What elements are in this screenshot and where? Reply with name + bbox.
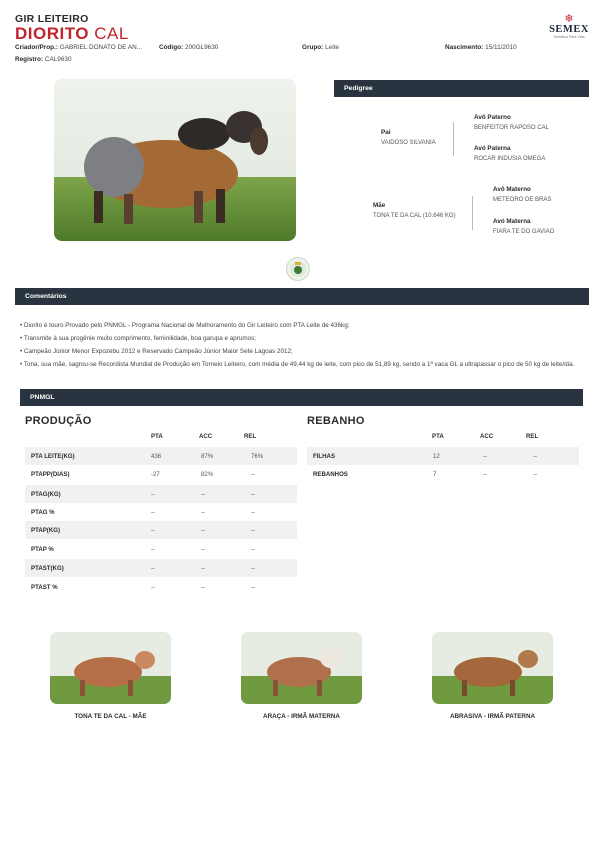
maple-leaf-icon: ❄ [564, 13, 574, 25]
mother-photo [50, 632, 171, 704]
table-row: PTAST(KG) -- -- -- [25, 559, 297, 577]
list-item: • Diorito é touro Provado pelo PNMGL - Programa Nacional de Melhoramento do Gir Leiteiro com PTA Leite de 436kg; [20, 322, 350, 329]
column-header: REL [526, 433, 539, 440]
mother-caption: TONA TE DA CAL - MÃE [74, 713, 147, 720]
semex-logo: ❄ SEMEX Genética Para Vida [547, 14, 591, 39]
rebanho-title: REBANHO [307, 415, 365, 427]
pedigree-paternal-granddam: Avó Paterna ROCAR INDUSIA OMEGA [474, 145, 546, 162]
table-row: PTAST % -- -- -- [31, 584, 256, 591]
table-row: PTAG(KG) -- -- -- [25, 485, 297, 503]
certification-seal-icon [286, 257, 310, 281]
name-bold: DIORITO [15, 24, 90, 43]
column-header: ACC [480, 433, 494, 440]
pedigree-divider [472, 196, 473, 230]
table-row: FILHAS 12 -- -- [307, 447, 579, 465]
maternal-sister-caption: ARAÇA - IRMÃ MATERNA [263, 713, 340, 720]
pedigree-dam: Mãe TONA TE DA CAL (10.646 KG) [373, 202, 456, 219]
list-item: • Tona, sua mãe, sagrou-se Recordista Mundial de Produção em Torneio Leiteiro, com média de 49,44 kg de leite, com pico de 51,89 kg, sendo a 1ª vaca GL a ultrapassar o pico de 50 kg de leite/dia. [20, 361, 575, 369]
column-header: REL [244, 433, 257, 440]
pedigree-paternal-grandsire: Avô Paterno BENFEITOR RAPOSO CAL [474, 114, 549, 131]
pedigree-maternal-granddam: Avó Materna FIARA TE DO GAVIAO [493, 218, 555, 235]
registry-field: Registro: CAL9630 [15, 56, 72, 63]
paternal-sister-caption: ABRASIVA - IRMÃ PATERNA [449, 713, 536, 720]
paternal-sister-photo [432, 632, 553, 704]
pedigree-maternal-grandsire: Avô Materno METEORO DE BRAS [493, 186, 552, 203]
breed-title: GIR LEITEIRO [15, 13, 89, 25]
column-header: PTA [432, 433, 444, 440]
pnmgl-header: PNMGL [20, 389, 583, 406]
comments-header: Comentários [15, 288, 589, 305]
table-row: PTAP(KG) -- -- -- [25, 521, 297, 539]
birth-field: Nascimento: 15/11/2010 [445, 44, 517, 51]
list-item: • Campeão Júnior Menor Expozebu 2012 e Reservado Campeão Júnior Maior Sete Lagoas 2012; [20, 348, 293, 356]
creator-field: Criador/Prop.: GABRIEL DONATO DE AN... [15, 44, 143, 51]
producao-title: PRODUÇÃO [25, 415, 92, 427]
name-light: CAL [94, 24, 129, 43]
pedigree-header: Pedigree [334, 80, 589, 97]
group-field: Grupo: Leite [302, 44, 339, 51]
bull-photo [54, 79, 296, 241]
table-row: PTAPP(DIAS) -27 82% -- [31, 471, 256, 478]
pedigree-sire: Pai VAIDOSO SILVANIA [381, 129, 436, 146]
maternal-sister-photo [241, 632, 362, 704]
table-row: PTA LEITE(KG) 436 87% 76% [25, 447, 297, 465]
bull-name [15, 24, 129, 44]
comments-list [20, 319, 574, 371]
list-item: • Transmite à sua progênie muito comprimento, feminilidade, boa garupa e aprumos; [20, 335, 257, 343]
column-header: PTA [151, 433, 163, 440]
table-row: REBANHOS 7 -- -- [313, 471, 538, 478]
table-row: PTAP % -- -- -- [31, 546, 256, 553]
code-field: Código: 200GL9630 [159, 44, 219, 51]
table-row: PTAG % -- -- -- [31, 509, 256, 516]
pedigree-divider [453, 122, 454, 156]
column-header: ACC [199, 433, 213, 440]
